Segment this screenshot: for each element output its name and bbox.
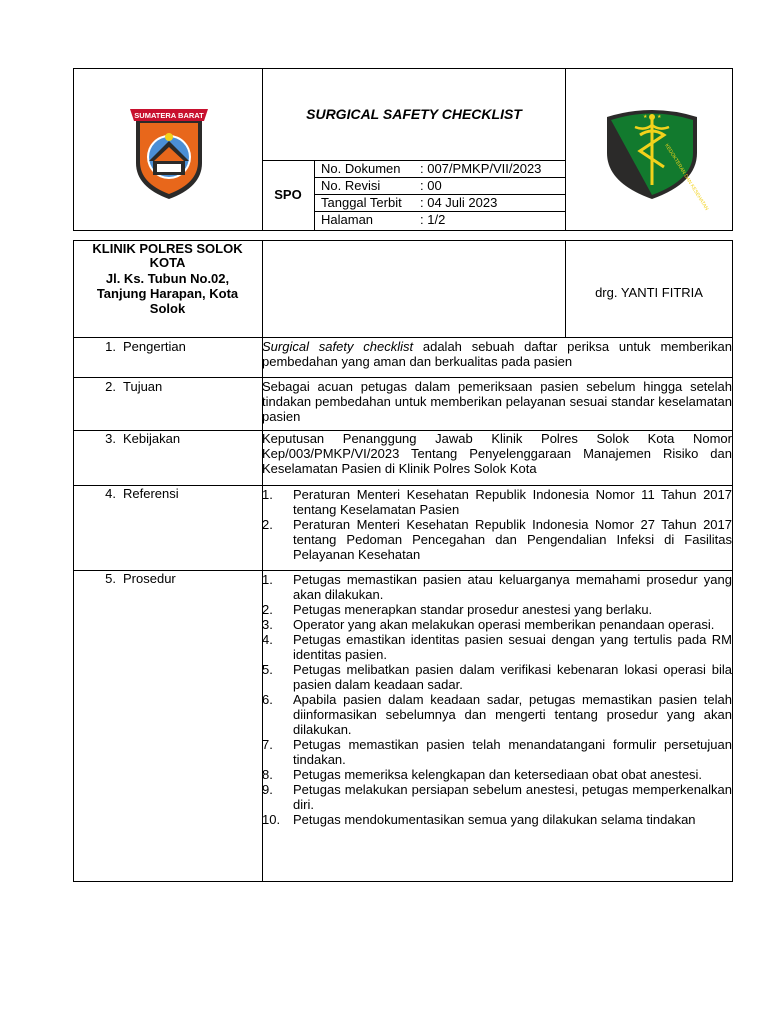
clinic-address-line2: Tanjung Harapan, Kota (96, 286, 239, 301)
header-divider-right (565, 68, 566, 231)
spo-label: SPO (274, 187, 302, 202)
kebijakan-text: Keputusan Penanggung Jawab Klinik Polres Solok Kota Nomor Kep/003/PMKP/VI/2023 Tentang Penyelenggaraan Manajemen Risiko dan Keselamatan Pasien di Klinik Polres Solok Kota (262, 431, 732, 476)
list-item: 10. Petugas mendokumentasikan semua yang dilakukan selama tindakan (262, 812, 696, 827)
meta-label-halaman: Halaman (321, 212, 374, 227)
spo-divider (314, 160, 315, 231)
clinic-name-line2: KOTA (149, 255, 186, 270)
section-number: 4. (105, 486, 116, 501)
signer-name: drg. YANTI FITRIA (595, 285, 703, 300)
polres-logo (128, 101, 210, 201)
clinic-address-line3: Solok (149, 301, 186, 316)
header-divider-left (262, 68, 263, 231)
clinic-address-line1: Jl. Ks. Tubun No.02, (105, 271, 230, 286)
tujuan-text: Sebagai acuan petugas dalam pemeriksaan pasien sebelum hingga setelah tindakan pembedahan untuk memberikan pelayanan sesuai standar keselamatan pasien (262, 379, 732, 424)
meta-value-tanggal: : 04 Juli 2023 (420, 195, 498, 210)
meta-value-dokumen: : 007/PMKP/VII/2023 (420, 161, 542, 176)
section-number: 2. (105, 379, 116, 394)
prosedur-list (262, 572, 732, 827)
clinic-name-line1: KLINIK POLRES SOLOK (92, 241, 243, 256)
section-number: 5. (105, 571, 116, 586)
list-item: 6. Apabila pasien dalam keadaan sadar, petugas memastikan pasien telah diinformasikan sebelumnya dan mengerti tentang prosedur yang akan dilakukan. (262, 692, 732, 737)
list-item: 4. Petugas emastikan identitas pasien sesuai dengan yang tertulis pada RM identitas pasien. (262, 632, 732, 662)
meta-label-dokumen: No. Dokumen (321, 161, 401, 176)
section-label-kebijakan: Kebijakan (123, 431, 181, 446)
logo-text-sumatera: SUMATERA BARAT (134, 111, 204, 120)
section-label-referensi: Referensi (123, 486, 179, 501)
document-title: SURGICAL SAFETY CHECKLIST (306, 106, 522, 122)
section-number: 3. (105, 431, 116, 446)
list-item: 2. Peraturan Menteri Kesehatan Republik Indonesia Nomor 27 Tahun 2017 tentang Pedoman Pencegahan dan Pengendalian Infeksi di Fasilitas Pelayanan Kesehatan (262, 517, 732, 562)
section-label-prosedur: Prosedur (123, 571, 176, 586)
pengertian-text: Surgical safety checklist adalah sebuah daftar periksa untuk memberikan pembedahan yang aman dan berkualitas pada pasien (262, 339, 732, 369)
list-item: 8. Petugas memeriksa kelengkapan dan ketersediaan obat obat anestesi. (262, 767, 703, 782)
meta-value-revisi: : 00 (420, 178, 442, 193)
svg-text:★: ★ (657, 114, 662, 120)
list-item: 3. Operator yang akan melakukan operasi memberikan penandaan operasi. (262, 617, 715, 632)
meta-label-revisi: No. Revisi (321, 178, 381, 193)
meta-value-halaman: : 1/2 (420, 212, 446, 227)
referensi-list (262, 487, 732, 562)
list-item: 9. Petugas melakukan persiapan sebelum anestesi, petugas memperkenalkan diri. (262, 782, 732, 812)
section-label-tujuan: Tujuan (123, 379, 163, 394)
section-label-pengertian: Pengertian (123, 339, 186, 354)
meta-label-tanggal: Tanggal Terbit (321, 195, 402, 210)
list-item: 5. Petugas melibatkan pasien dalam verifikasi kebenaran lokasi operasi bila pasien dalam keadaan sadar. (262, 662, 732, 692)
list-item: 1. Peraturan Menteri Kesehatan Republik Indonesia Nomor 11 Tahun 2017 tentang Keselamatan Pasien (262, 487, 732, 517)
svg-text:★: ★ (643, 114, 648, 120)
section-number: 1. (105, 339, 116, 354)
logo-text-dokkes: KEDOKTERAN DAN KESEHATAN (663, 142, 710, 212)
list-item: 7. Petugas memastikan pasien telah menandatangani formulir persetujuan tindakan. (262, 737, 732, 767)
list-item: 1. Petugas memastikan pasien atau keluarganya memahami prosedur yang akan dilakukan. (262, 572, 732, 602)
list-item: 2. Petugas menerapkan standar prosedur anestesi yang berlaku. (262, 602, 653, 617)
dokkes-logo (605, 105, 710, 212)
